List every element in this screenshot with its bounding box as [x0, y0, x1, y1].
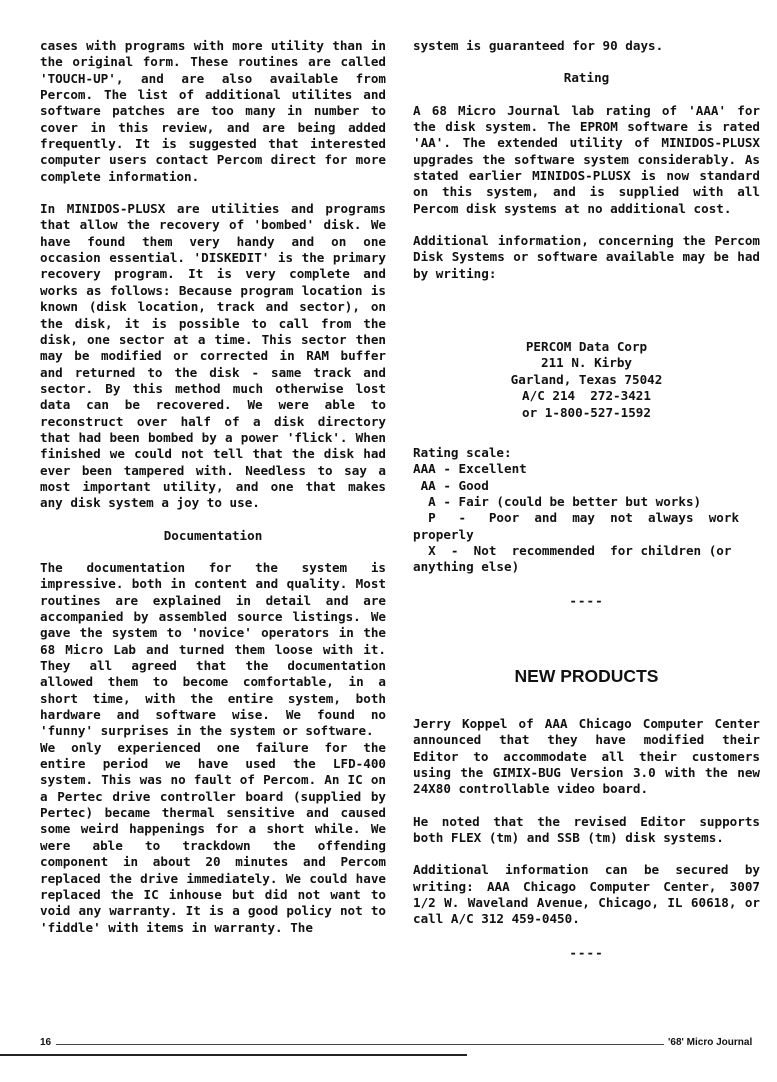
address-line: or 1-800-527-1592	[522, 404, 651, 420]
rating-scale	[413, 445, 760, 576]
bottom-bar	[0, 1054, 467, 1056]
rating-scale-item: P - Poor and may not always work	[413, 510, 740, 526]
paragraph-minidos-recovery: In MINIDOS-PLUSX are utilities and programs that allow the recovery of 'bombed' disk. We have found them very handy and on one occasion essential. 'DISKEDIT' is the primary recovery program. It is very complete and works as follows: Because program location is known (disk location, track and sector), on the disk, it is possible to call from the disk, one sector at a time. This sector then may be modified or corrected in RAM buffer and returned to the disk - same track and sector. By this method much otherwise lost data can be recovered. We were able to reconstruct over half of a disk directory that had been bombed by a power 'flick'. When finished we could not tell that the disk had ever been tampered with. Needless to say a most important utility, and one that makes any disk system a joy to use.	[40, 201, 386, 511]
percom-address	[413, 339, 760, 421]
paragraph-additional-info: Additional information, concerning the Percom Disk Systems or software available may be had by writing:	[413, 233, 760, 281]
rating-scale-item: AA - Good	[413, 477, 489, 493]
paragraph-documentation: The documentation for the system is impressive. both in content and quality. Most routines are explained in detail and are accompanied by assembled source listings. We gave the system to 'novice' operators in the 68 Micro Lab and turned them loose with it. They all agreed that the documentation allowed them to become comfortable, in a short time, with the entire system, both hardware and software wise. We found no 'funny' surprises in the system or software.	[40, 559, 386, 739]
page-number: 16	[40, 1037, 52, 1048]
journal-name: '68' Micro Journal	[668, 1037, 753, 1048]
section-divider: ----	[569, 944, 604, 960]
address-line: 211 N. Kirby	[541, 355, 632, 371]
address-line: A/C 214 272-3421	[522, 388, 651, 404]
paragraph-contact: Additional information can be secured by writing: AAA Chicago Computer Center, 3007 1/2 W. Waveland Avenue, Chicago, IL 60618, or call A/C 312 459-0450.	[413, 862, 760, 927]
rating-scale-item: anything else)	[413, 559, 520, 575]
paragraph-touch-up: cases with programs with more utility than in the original form. These routines are called 'TOUCH-UP', and are also available from Percom. The list of additional utilites and software patches are too many in number to cover in this review, and are being added frequently. It is suggested that interested computer users contact Percom direct for more complete information.	[40, 38, 386, 184]
right-column	[413, 38, 760, 961]
rating-scale-item: AAA - Excellent	[413, 461, 527, 477]
rating-scale-title: Rating scale:	[413, 444, 512, 460]
rating-scale-item: properly	[413, 526, 474, 542]
address-line: Garland, Texas 75042	[510, 371, 663, 387]
rating-scale-item: X - Not recommended for children (or	[413, 542, 732, 558]
documentation-heading: Documentation	[163, 527, 263, 543]
rating-heading: Rating	[563, 70, 610, 86]
left-column	[40, 38, 386, 936]
address-line: PERCOM Data Corp	[525, 339, 648, 355]
paragraph-editor-support: He noted that the revised Editor supports both FLEX (tm) and SSB (tm) disk systems.	[413, 813, 760, 845]
paragraph-rating: A 68 Micro Journal lab rating of 'AAA' for the disk system. The EPROM software is rated 'AA'. The extended utility of MINIDOS-PLUSX upgrades the software system considerably. As stated earlier MINIDOS-PLUSX is now standard on this system, and is supplied with all Percom disk systems at no additional cost.	[413, 102, 760, 216]
rating-scale-item: A - Fair (could be better but works)	[413, 493, 702, 509]
paragraph-failure: We only experienced one failure for the entire period we have used the LFD-400 system. This was no fault of Percom. An IC on a Pertec drive controller board (supplied by Pertec) became thermal sensitive and caused some weird happenings for a short while. We were able to trackdown the offending component in about 20 minutes and Percom replaced the drive immediately. We could have replaced the IC inhouse but did not want to void any warranty. It is a good policy not to 'fiddle' with items in warranty. The	[40, 739, 386, 935]
section-divider: ----	[569, 592, 604, 608]
paragraph-guarantee: system is guaranteed for 90 days.	[413, 38, 664, 53]
new-products-heading: NEW PRODUCTS	[514, 665, 659, 686]
paragraph-editor-announcement: Jerry Koppel of AAA Chicago Computer Center announced that they have modified their Editor to accommodate all their customers using the GIMIX-BUG Version 3.0 with the new 24X80 controllable video board.	[413, 715, 760, 797]
footer-rule	[56, 1044, 664, 1045]
